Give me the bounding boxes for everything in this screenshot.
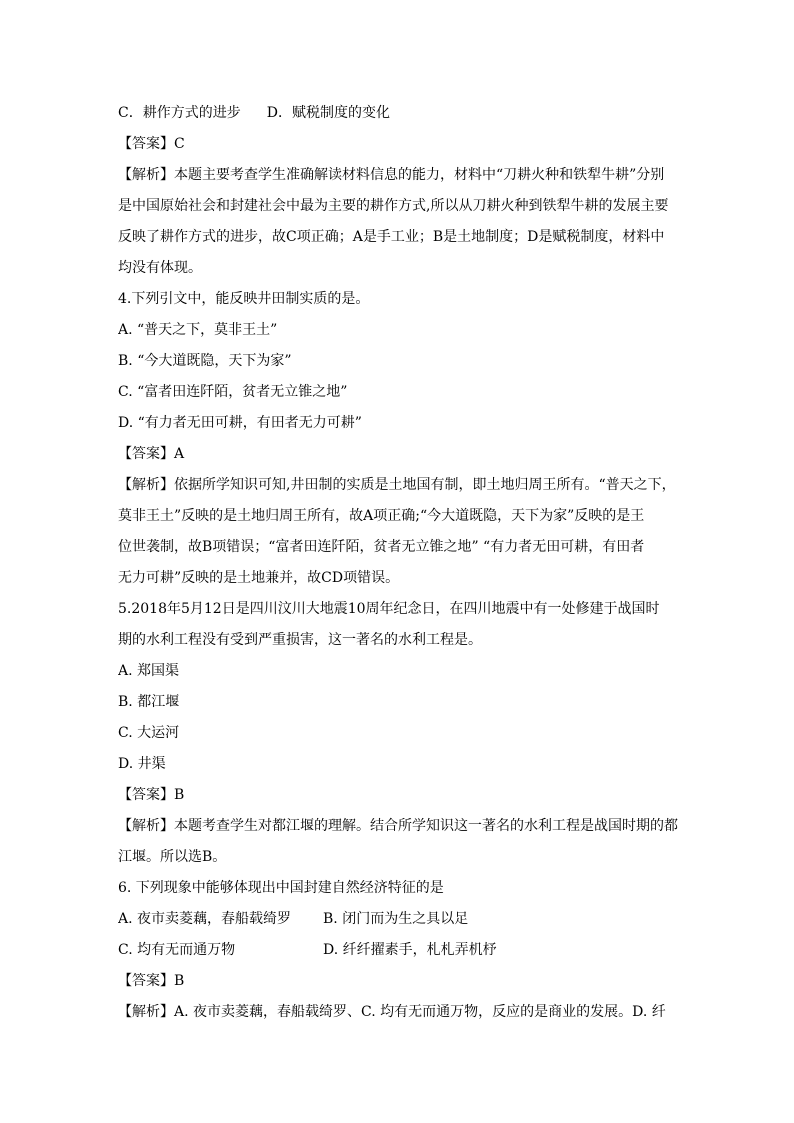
q4-option-d: D. “有力者无田可耕，有田者无力可耕” (118, 415, 362, 431)
q5-option-c: C. 大运河 (118, 725, 180, 741)
q5-answer: 【答案】B (118, 787, 185, 803)
q5-stem-line: 5.2018年5月12日是四川汶川大地震10周年纪念日，在四川地震中有一处修建于战国时 (118, 601, 660, 617)
q6-option-b: B. 闭门而为生之具以足 (323, 911, 469, 927)
q3-option-c: C．耕作方式的进步 (118, 105, 241, 121)
q6-analysis-line: 【解析】A. 夜市卖菱藕，春船载绮罗、C. 均有无而通万物，反应的是商业的发展。D. 纤 (118, 1004, 666, 1020)
q5-analysis (118, 811, 678, 873)
q3-analysis-line: 均没有体现。 (118, 260, 202, 276)
q3-option-d: D．赋税制度的变化 (266, 105, 390, 121)
q4-option-c: C. “富者田连阡陌，贫者无立锥之地” (118, 384, 348, 400)
q4-analysis-line: 无力可耕”反映的是土地兼并，故CD项错误。 (118, 570, 400, 586)
q3-analysis-line: 【解析】本题主要考查学生准确解读材料信息的能力，材料中“刀耕火种和铁犁牛耕”分别 (118, 167, 665, 183)
q6-option-d: D. 纤纤擢素手，札札弄机杼 (323, 942, 497, 958)
q4-stem: 4.下列引文中，能反映井田制实质的是。 (118, 291, 370, 307)
q5-analysis-line: 江堰。所以选B。 (118, 849, 227, 865)
q5-option-d: D. 井渠 (118, 756, 166, 772)
q4-analysis-line: 莫非王土”反映的是土地归周王所有，故A项正确;“今大道既隐，天下为家”反映的是王 (118, 508, 645, 524)
q6-stem: 6. 下列现象中能够体现出中国封建自然经济特征的是 (118, 880, 444, 896)
document-page (118, 98, 678, 1028)
q3-analysis-line: 是中国原始社会和封建社会中最为主要的耕作方式,所以从刀耕火种到铁犁牛耕的发展主要 (118, 198, 669, 214)
q6-answer: 【答案】B (118, 973, 185, 989)
q4-option-b: B. “今大道既隐，天下为家” (118, 353, 292, 369)
q4-analysis-line: 位世袭制，故B项错误；“富者田连阡陌，贫者无立锥之地” “有力者无田可耕，有田者 (118, 539, 645, 555)
q5-analysis-line: 【解析】本题考查学生对都江堰的理解。结合所学知识这一著名的水利工程是战国时期的都 (118, 818, 678, 834)
q4-analysis (118, 470, 678, 594)
q6-option-a: A. 夜市卖菱藕，春船载绮罗 (118, 911, 292, 927)
q6-options-row-2 (118, 935, 678, 966)
q6-options-row-1 (118, 904, 678, 935)
q5-stem-line: 期的水利工程没有受到严重损害，这一著名的水利工程是。 (118, 632, 482, 648)
q3-options-row (118, 98, 678, 129)
q5-stem (118, 594, 678, 656)
q5-option-a: A. 郑国渠 (118, 663, 180, 679)
q6-option-c: C. 均有无而通万物 (118, 942, 236, 958)
q4-option-a: A. “普天之下，莫非王土” (118, 322, 278, 338)
q3-analysis-line: 反映了耕作方式的进步，故C项正确；A是手工业；B是土地制度；D是赋税制度，材料中 (118, 229, 665, 245)
q4-analysis-line: 【解析】依据所学知识可知,井田制的实质是土地国有制，即土地归周王所有。“普天之下， (118, 477, 676, 493)
q3-answer: 【答案】C (118, 136, 185, 152)
q4-answer: 【答案】A (118, 446, 185, 462)
q6-analysis (118, 997, 678, 1028)
q3-analysis (118, 160, 678, 284)
q5-option-b: B. 都江堰 (118, 694, 180, 710)
